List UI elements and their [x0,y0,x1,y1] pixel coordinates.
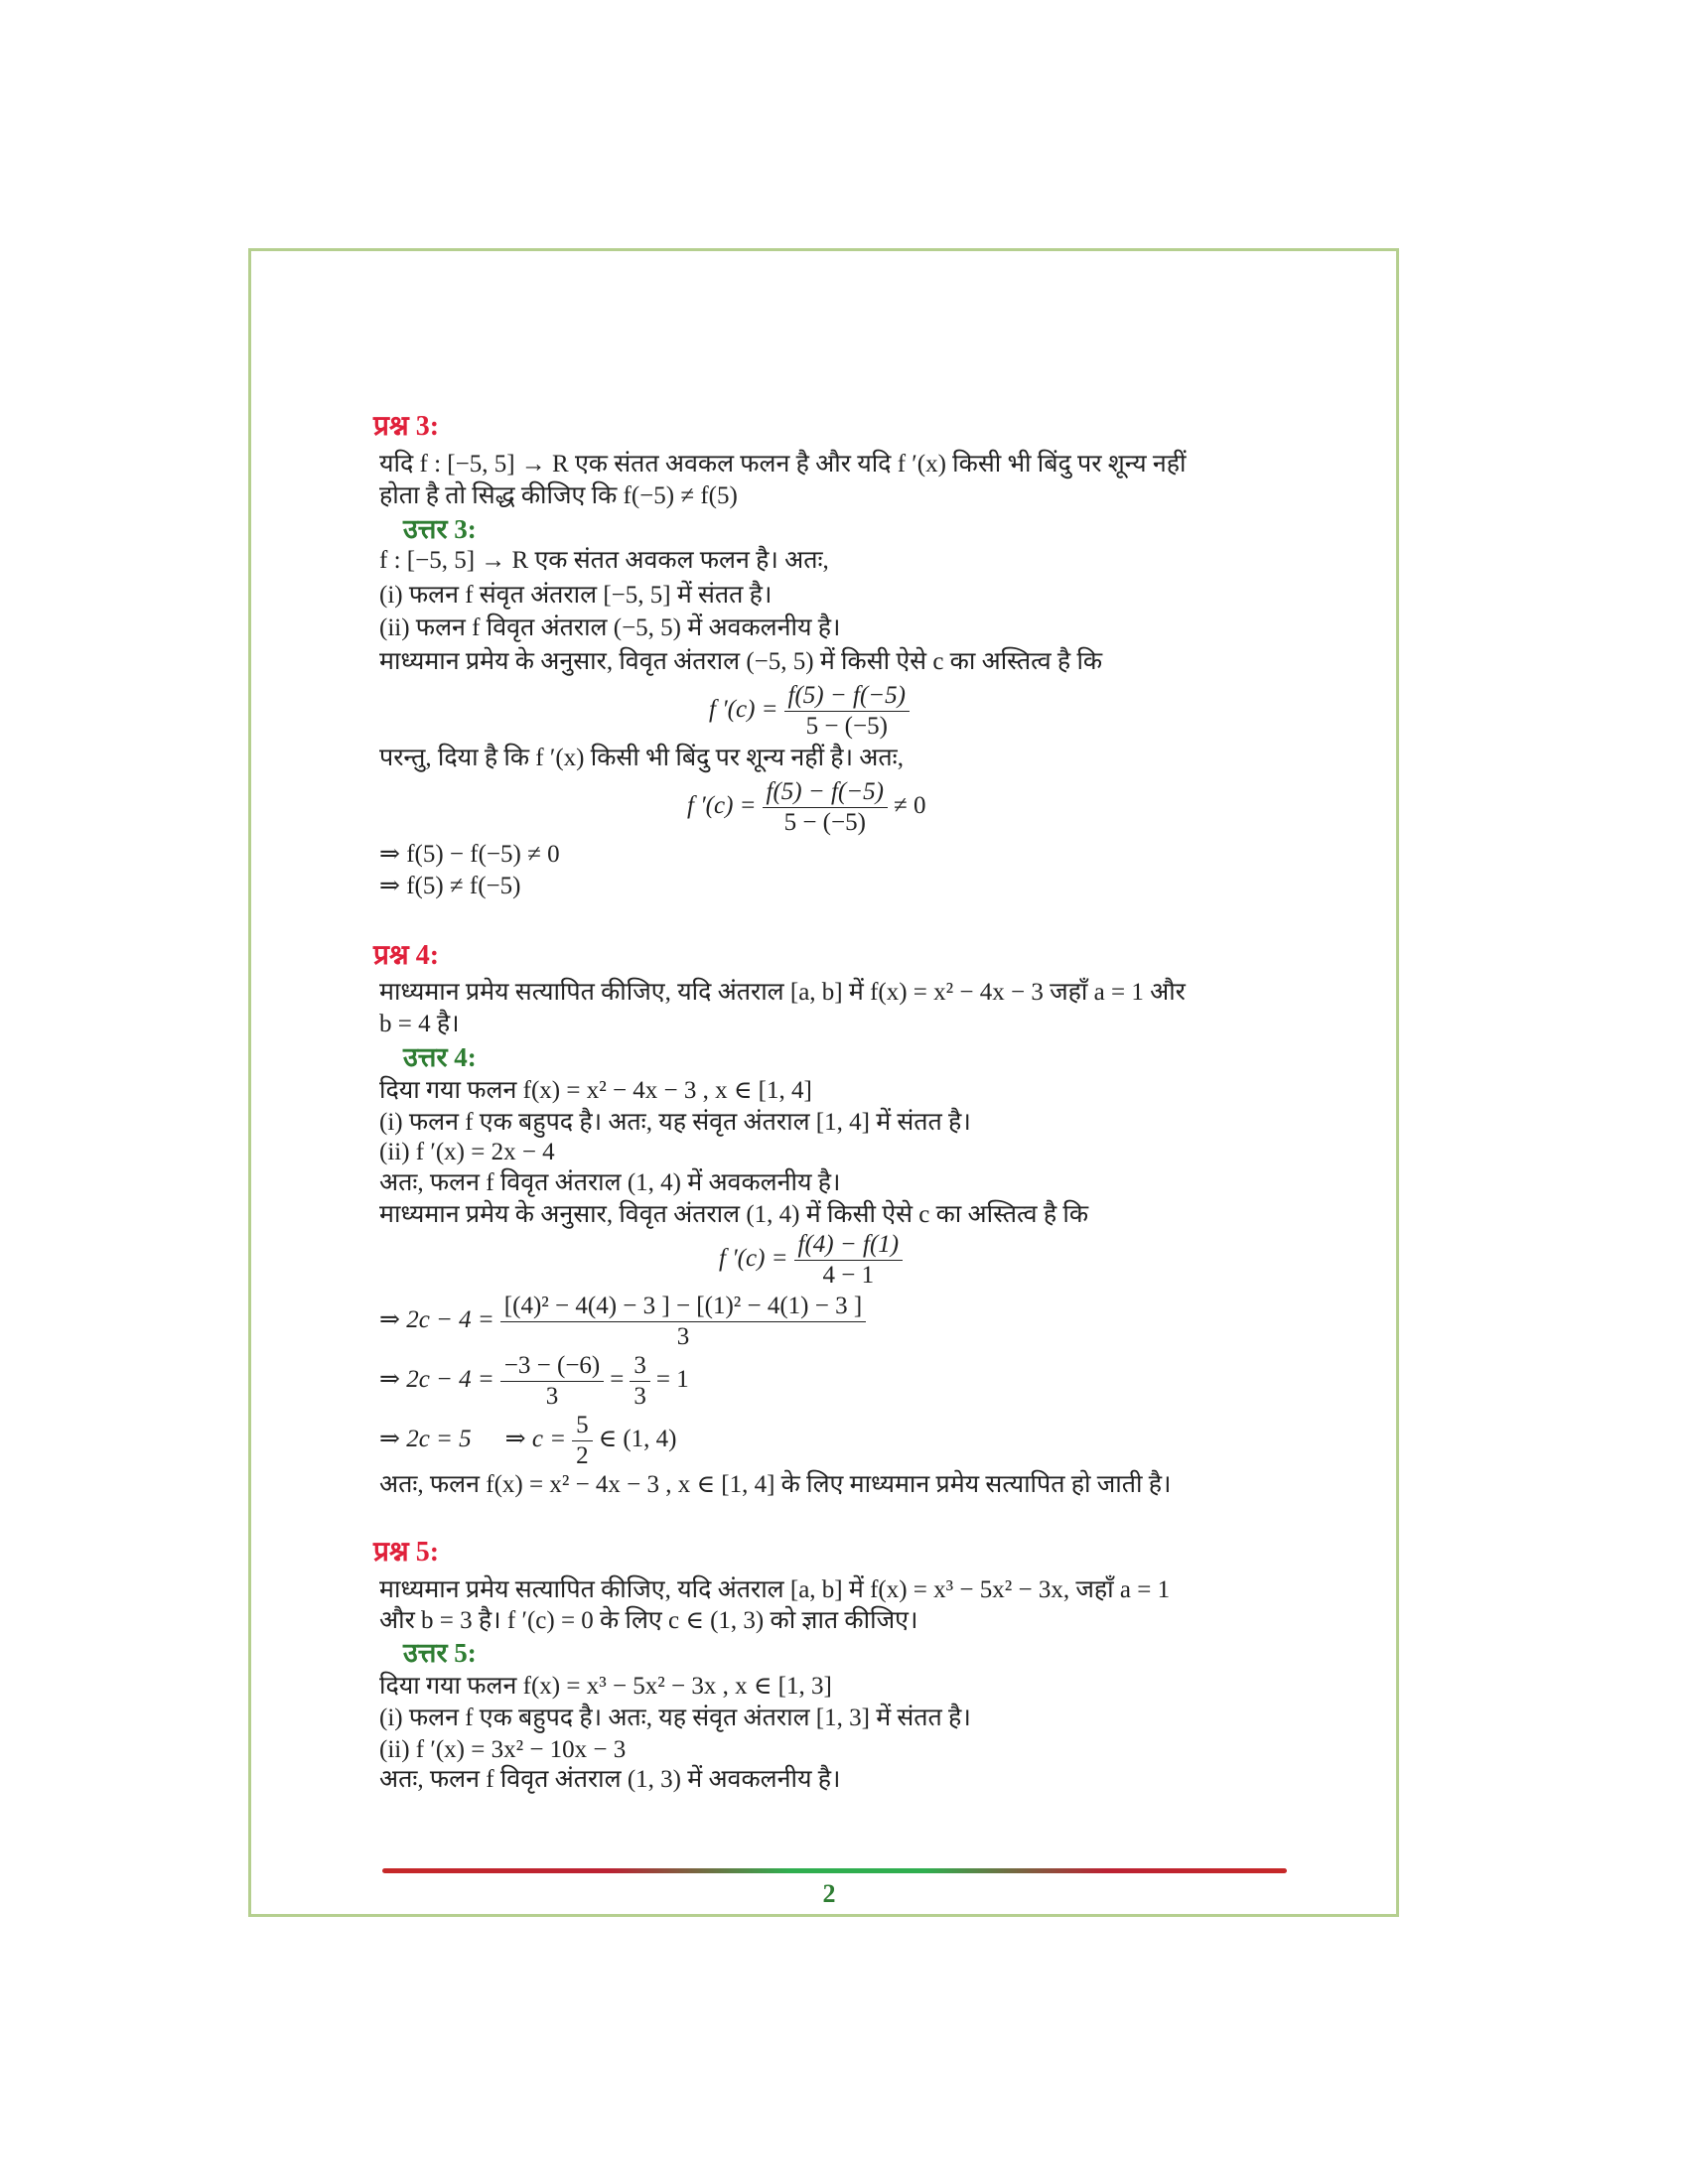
page-number: 2 [822,1879,836,1908]
answer-3-heading: उत्तर 3: [403,514,477,544]
denominator: 2 [576,1442,589,1469]
question-3-text: होता है तो सिद्ध कीजिए कि f(−5) ≠ f(5) [379,482,738,509]
question-5-text: माध्यमान प्रमेय सत्यापित कीजिए, यदि अंतराल [a, b] में f(x) = x³ − 5x² − 3x, जहाँ a = 1 [379,1576,1171,1603]
answer-line: f : [−5, 5] → R एक संतत अवकल फलन है। अतः, [379,547,829,574]
denominator: 3 [633,1383,646,1410]
numerator: f(5) − f(−5) [784,681,910,712]
footer-divider [382,1868,1287,1873]
equation [719,1230,909,1291]
numerator: 5 [572,1411,593,1441]
equation [379,1411,677,1471]
equation [709,681,915,742]
numerator: [(4)² − 4(4) − 3 ] − [(1)² − 4(1) − 3 ] [500,1292,866,1322]
answer-5-heading: उत्तर 5: [403,1638,477,1668]
answer-line: (ii) f ′(x) = 2x − 4 [379,1139,555,1165]
answer-line: ⇒ f(5) − f(−5) ≠ 0 [379,841,560,868]
eq-lhs: ⇒ 2c − 4 = [379,1306,494,1334]
eq-lhs: f ′(c) = [719,1245,788,1273]
question-4-heading: प्रश्न 4: [373,940,440,971]
answer-line: अतः, फलन f विवृत अंतराल (1, 3) में अवकलनीय है। [379,1766,841,1793]
eq-rhs: ≠ 0 [893,792,926,820]
answer-line: (ii) f ′(x) = 3x² − 10x − 3 [379,1736,627,1763]
denominator: 5 − (−5) [805,713,888,740]
question-4-text: b = 4 है। [379,1011,460,1037]
question-3-text: यदि f : [−5, 5] → R एक संतत अवकल फलन है और यदि f ′(x) किसी भी बिंदु पर शून्य नहीं [379,451,1187,478]
answer-4-heading: उत्तर 4: [403,1042,477,1072]
eq-lhs: f ′(c) = [687,792,757,820]
equation [379,1292,872,1352]
question-4-text: माध्यमान प्रमेय सत्यापित कीजिए, यदि अंतराल [a, b] में f(x) = x² − 4x − 3 जहाँ a = 1 और [379,979,1186,1006]
question-5-text: और b = 3 है। f ′(c) = 0 के लिए c ∈ (1, 3) को ज्ञात कीजिए। [379,1607,918,1634]
answer-line: माध्यमान प्रमेय के अनुसार, विवृत अंतराल (1, 4) में किसी ऐसे c का अस्तित्व है कि [379,1201,1089,1228]
question-3-heading: प्रश्न 3: [373,411,440,442]
answer-line: परन्तु, दिया है कि f ′(x) किसी भी बिंदु पर शून्य नहीं है। अतः, [379,745,904,771]
answer-line: ⇒ f(5) ≠ f(−5) [379,873,521,899]
eq-mid: ⇒ c = [504,1426,567,1453]
answer-line: (i) फलन f एक बहुपद है। अतः, यह संवृत अंतराल [1, 3] में संतत है। [379,1705,971,1731]
denominator: 3 [545,1383,559,1410]
answer-line: दिया गया फलन f(x) = x² − 4x − 3 , x ∈ [1, 4] [379,1077,812,1104]
numerator: f(5) − f(−5) [763,777,888,808]
answer-line: (i) फलन f एक बहुपद है। अतः, यह संवृत अंतराल [1, 4] में संतत है। [379,1109,971,1136]
equation [687,777,925,838]
question-5-heading: प्रश्न 5: [373,1537,440,1568]
eq-rhs: ∈ (1, 4) [598,1426,677,1453]
answer-line: (ii) फलन f विवृत अंतराल (−5, 5) में अवकलनीय है। [379,614,841,641]
fraction [794,1230,904,1291]
fraction [572,1411,593,1471]
equation [379,1351,689,1412]
eq-mid: = [610,1366,625,1394]
numerator: f(4) − f(1) [794,1230,904,1261]
eq-lhs: ⇒ 2c − 4 = [379,1366,494,1394]
denominator: 5 − (−5) [783,809,866,836]
answer-line: (i) फलन f संवृत अंतराल [−5, 5] में संतत है। [379,582,773,609]
eq-rhs: = 1 [655,1366,689,1394]
conclusion-line: अतः, फलन f(x) = x² − 4x − 3 , x ∈ [1, 4] के लिए माध्यमान प्रमेय सत्यापित हो जाती है। [379,1471,1172,1498]
fraction [784,681,910,742]
numerator: 3 [630,1351,650,1382]
eq-lhs: ⇒ 2c = 5 [379,1426,472,1453]
denominator: 4 − 1 [822,1262,875,1289]
fraction [500,1351,604,1412]
answer-line: अतः, फलन f विवृत अंतराल (1, 4) में अवकलनीय है। [379,1169,841,1196]
denominator: 3 [676,1323,690,1350]
eq-lhs: f ′(c) = [709,696,778,724]
answer-line: माध्यमान प्रमेय के अनुसार, विवृत अंतराल (−5, 5) में किसी ऐसे c का अस्तित्व है कि [379,648,1103,675]
fraction [500,1292,866,1352]
fraction [630,1351,650,1412]
answer-line: दिया गया फलन f(x) = x³ − 5x² − 3x , x ∈ [1, 3] [379,1673,832,1700]
fraction [763,777,888,838]
numerator: −3 − (−6) [500,1351,604,1382]
